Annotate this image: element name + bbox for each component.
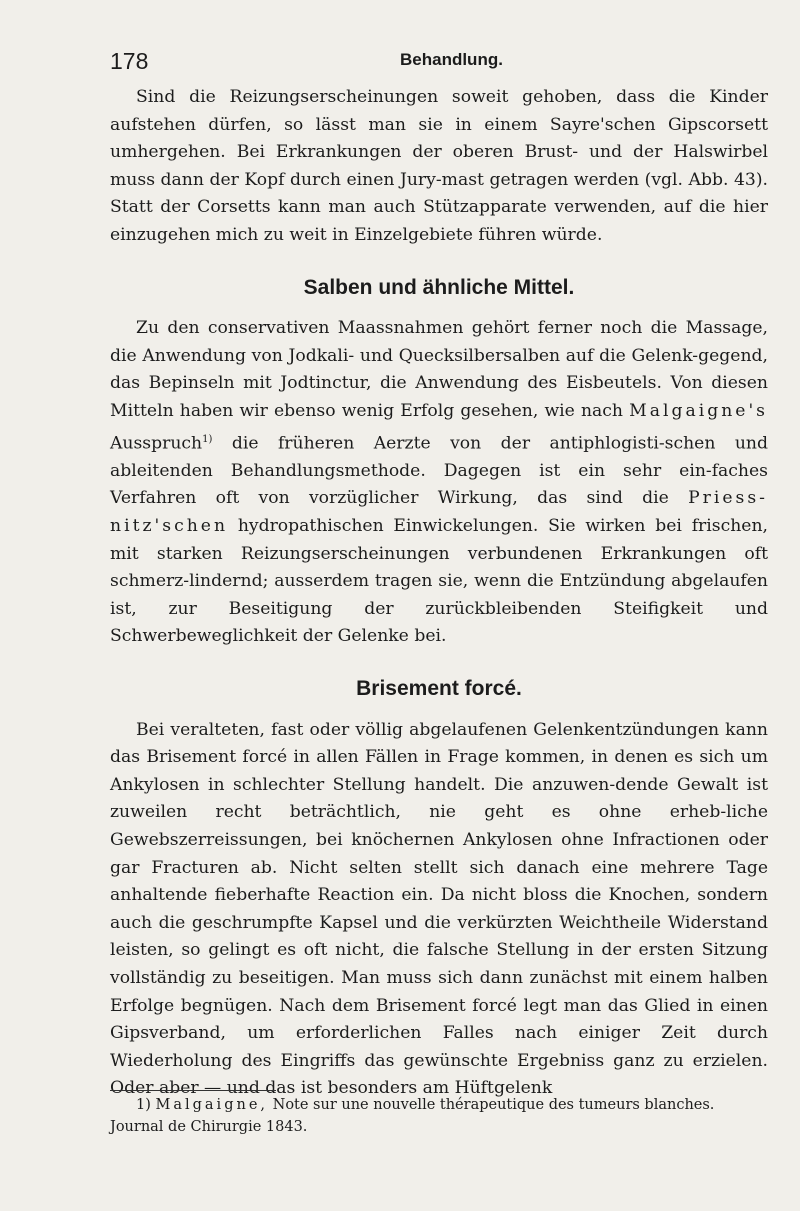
paragraph-salben (110, 315, 768, 651)
text-segment: Ausspruch (110, 433, 203, 454)
footnote-text: Note sur une nouvelle thérapeutique des tumeurs blanches. Journal de Chirurgie 1843. (110, 1097, 715, 1135)
body-text (110, 84, 768, 1103)
section-heading-brisement: Brisement forcé. (356, 677, 522, 701)
page-header (110, 44, 770, 74)
section-heading-salben: Salben und ähnliche Mittel. (303, 275, 575, 299)
footnote-reference: 1) (202, 433, 213, 445)
page-number: 178 (110, 48, 149, 74)
paragraph-brisement: Bei veralteten, fast oder völlig abgelaufenen Gelenkentzündungen kann das Brisement forcé in allen Fällen in Frage kommen, in denen es sich um Ankylosen in schlechter Stellung handelt. Die anzuwen-dende Gewalt ist zuweilen recht beträchtlich, nie geht es ohne erheb-liche Gewebszerreissungen, bei knöchernen Ankylosen ohne Infractionen oder gar Fracturen ab. Nicht selten stellt sich danach eine mehrere Tage anhaltende fieberhafte Reaction ein. Da nicht bloss die Knochen, sondern auch die geschrumpfte Kapsel und die verkürzten Weichtheile Widerstand leisten, so gelingt es oft nicht, die falsche Stellung in der ersten Sitzung vollständig zu beseitigen. Man muss sich dann zunächst mit einem halben Erfolge begnügen. Nach dem Brisement forcé legt man das Glied in einen Gipsverband, um erforderlichen Falles nach einiger Zeit durch Wiederholung des Eingriffs das gewünschte Ergebniss ganz zu erzielen. Oder aber — und das ist besonders am Hüftgelenk (110, 719, 768, 1099)
paragraph-intro: Sind die Reizungserscheinungen soweit gehoben, dass die Kinder aufstehen dürfen, so lässt man sie in einem Sayre'schen Gipscorsett umhergehen. Bei Erkrankungen der oberen Brust- und der Halswirbel muss dann der Kopf durch einen Jury-mast getragen werden (vgl. Abb. 43). Statt der Corsetts kann man auch Stützapparate verwenden, auf die hier einzugehen mich zu weit in Einzelgebiete führen würde. (110, 87, 768, 245)
footnote-divider (110, 1090, 276, 1091)
author-name-priessnitz: Priess-nitz'schen (110, 488, 768, 537)
footnote-author: Malgaigne, (155, 1097, 269, 1113)
text-segment: hydropathischen Einwickelungen. Sie wirken bei frischen, mit starken Reizungserscheinungen verbundenen Erkrankungen oft schmerz-lindernd; ausserdem tragen sie, wenn die Entzündung abgelaufen ist, zur Beseitigung der zurückbleibenden Steifigkeit und Schwerbeweglichkeit der Gelenke bei. (110, 516, 768, 647)
footnote-mark: 1) (136, 1097, 151, 1113)
author-name-malgaigne: Malgaigne's (629, 400, 768, 421)
running-head: Behandlung. (400, 50, 503, 69)
text-segment: Zu den conservativen Maassnahmen gehört ferner noch die Massage, die Anwendung von Jodkali- und Quecksilbersalben auf die Gelenk-gegend, das Bepinseln mit Jodtinctur, die Anwendung des Eisbeutels. Von diesen Mitteln haben wir ebenso wenig Erfolg gesehen, wie nach (110, 318, 768, 421)
text-segment: die früheren Aerzte von der antiphlogisti-schen und ableitenden Behandlungsmethode. Dagegen ist ein sehr ein-faches Verfahren oft von vorzüglicher Wirkung, das sind die (110, 433, 768, 509)
footnote (110, 1094, 768, 1138)
